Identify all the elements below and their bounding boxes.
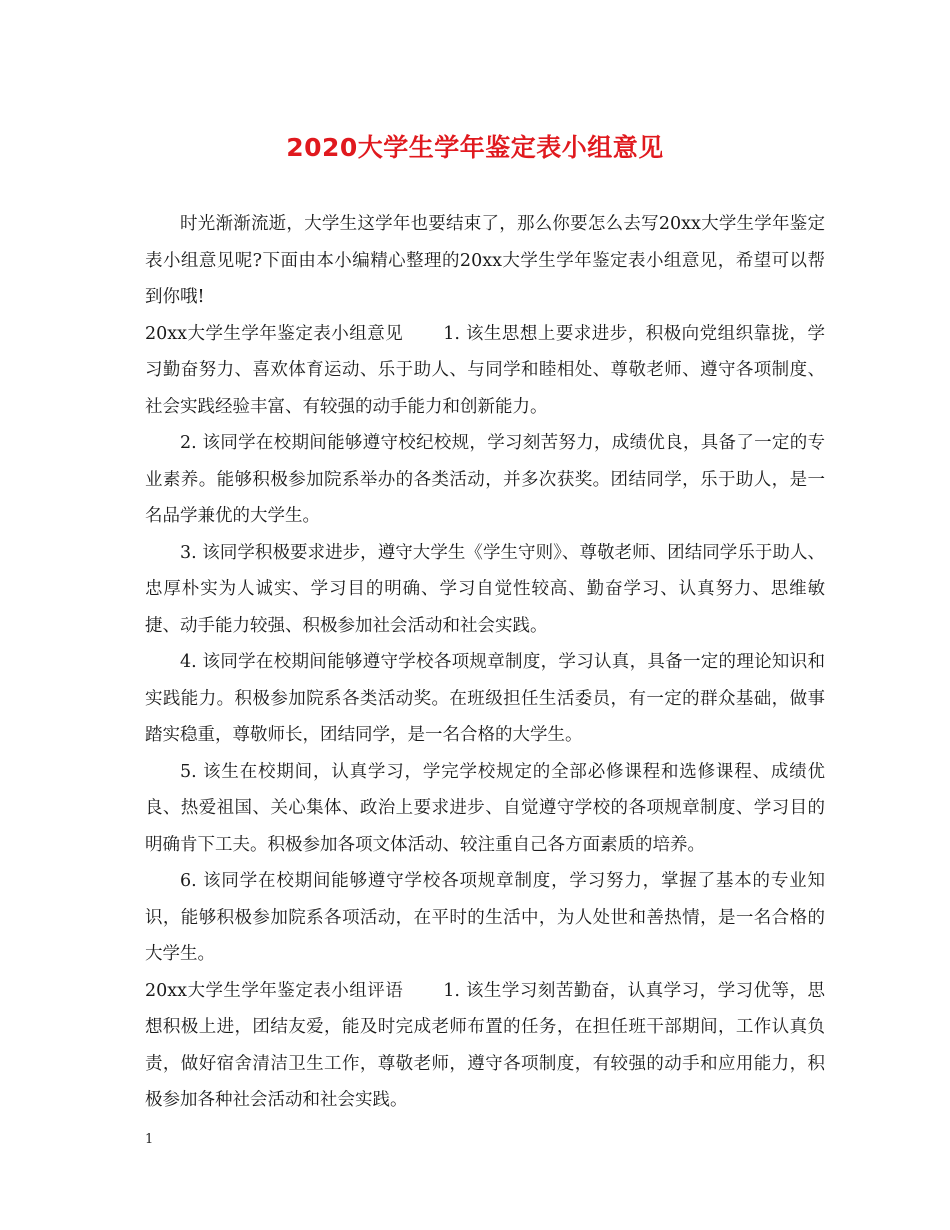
page-number: 1 [145,1132,154,1147]
section2-item-1: 1. 该生学习刻苦勤奋，认真学习，学习优等，思想积极上进，团结友爱，能及时完成老师布置的任务，在担任班干部期间，工作认真负责，做好宿舍清洁卫生工作，尊敬老师，遵守各项制度，有较强的动手和应用能力，积极参加各种社会活动和社会实践。 [145,980,825,1110]
section2-first-paragraph [145,973,825,1119]
section1-item-2: 2. 该同学在校期间能够遵守校纪校规，学习刻苦努力，成绩优良，具备了一定的专业素养。能够积极参加院系举办的各类活动，并多次获奖。团结同学，乐于助人，是一名品学兼优的大学生。 [145,433,825,526]
section1-item-6: 6. 该同学在校期间能够遵守学校各项规章制度，学习努力，掌握了基本的专业知识，能够积极参加院系各项活动，在平时的生活中，为人处世和善热情，是一名合格的大学生。 [145,871,825,964]
section1-item-5: 5. 该生在校期间，认真学习，学完学校规定的全部必修课程和选修课程、成绩优良、热爱祖国、关心集体、政治上要求进步、自觉遵守学校的各项规章制度、学习目的明确肯下工夫。积极参加各项文体活动、较注重自己各方面素质的培养。 [145,761,825,855]
document-title: 2020大学生学年鉴定表小组意见 [286,133,664,162]
section1-item-4: 4. 该同学在校期间能够遵守学校各项规章制度，学习认真，具备一定的理论知识和实践能力。积极参加院系各类活动奖。在班级担任生活委员，有一定的群众基础，做事踏实稳重，尊敬师长，团结同学，是一名合格的大学生。 [145,652,825,745]
section1-item-1: 1. 该生思想上要求进步，积极向党组织靠拢，学习勤奋努力、喜欢体育运动、乐于助人、与同学和睦相处、尊敬老师、遵守各项制度、社会实践经验丰富、有较强的动手能力和创新能力。 [145,323,825,417]
section1-heading: 20xx大学生学年鉴定表小组意见 [145,323,404,344]
section1-item-3: 3. 该同学积极要求进步，遵守大学生《学生守则》、尊敬老师、团结同学乐于助人、忠厚朴实为人诚实、学习目的明确、学习自觉性较高、勤奋学习、认真努力、思维敏捷、动手能力较强、积极参加社会活动和社会实践。 [145,542,825,636]
section2-heading: 20xx大学生学年鉴定表小组评语 [145,980,404,1001]
intro-paragraph: 时光渐渐流逝，大学生这学年也要结束了，那么你要怎么去写20xx大学生学年鉴定表小组意见呢?下面由本小编精心整理的20xx大学生学年鉴定表小组意见，希望可以帮到你哦! [145,214,825,307]
section1-first-paragraph [145,316,825,426]
document-body [145,206,825,1119]
